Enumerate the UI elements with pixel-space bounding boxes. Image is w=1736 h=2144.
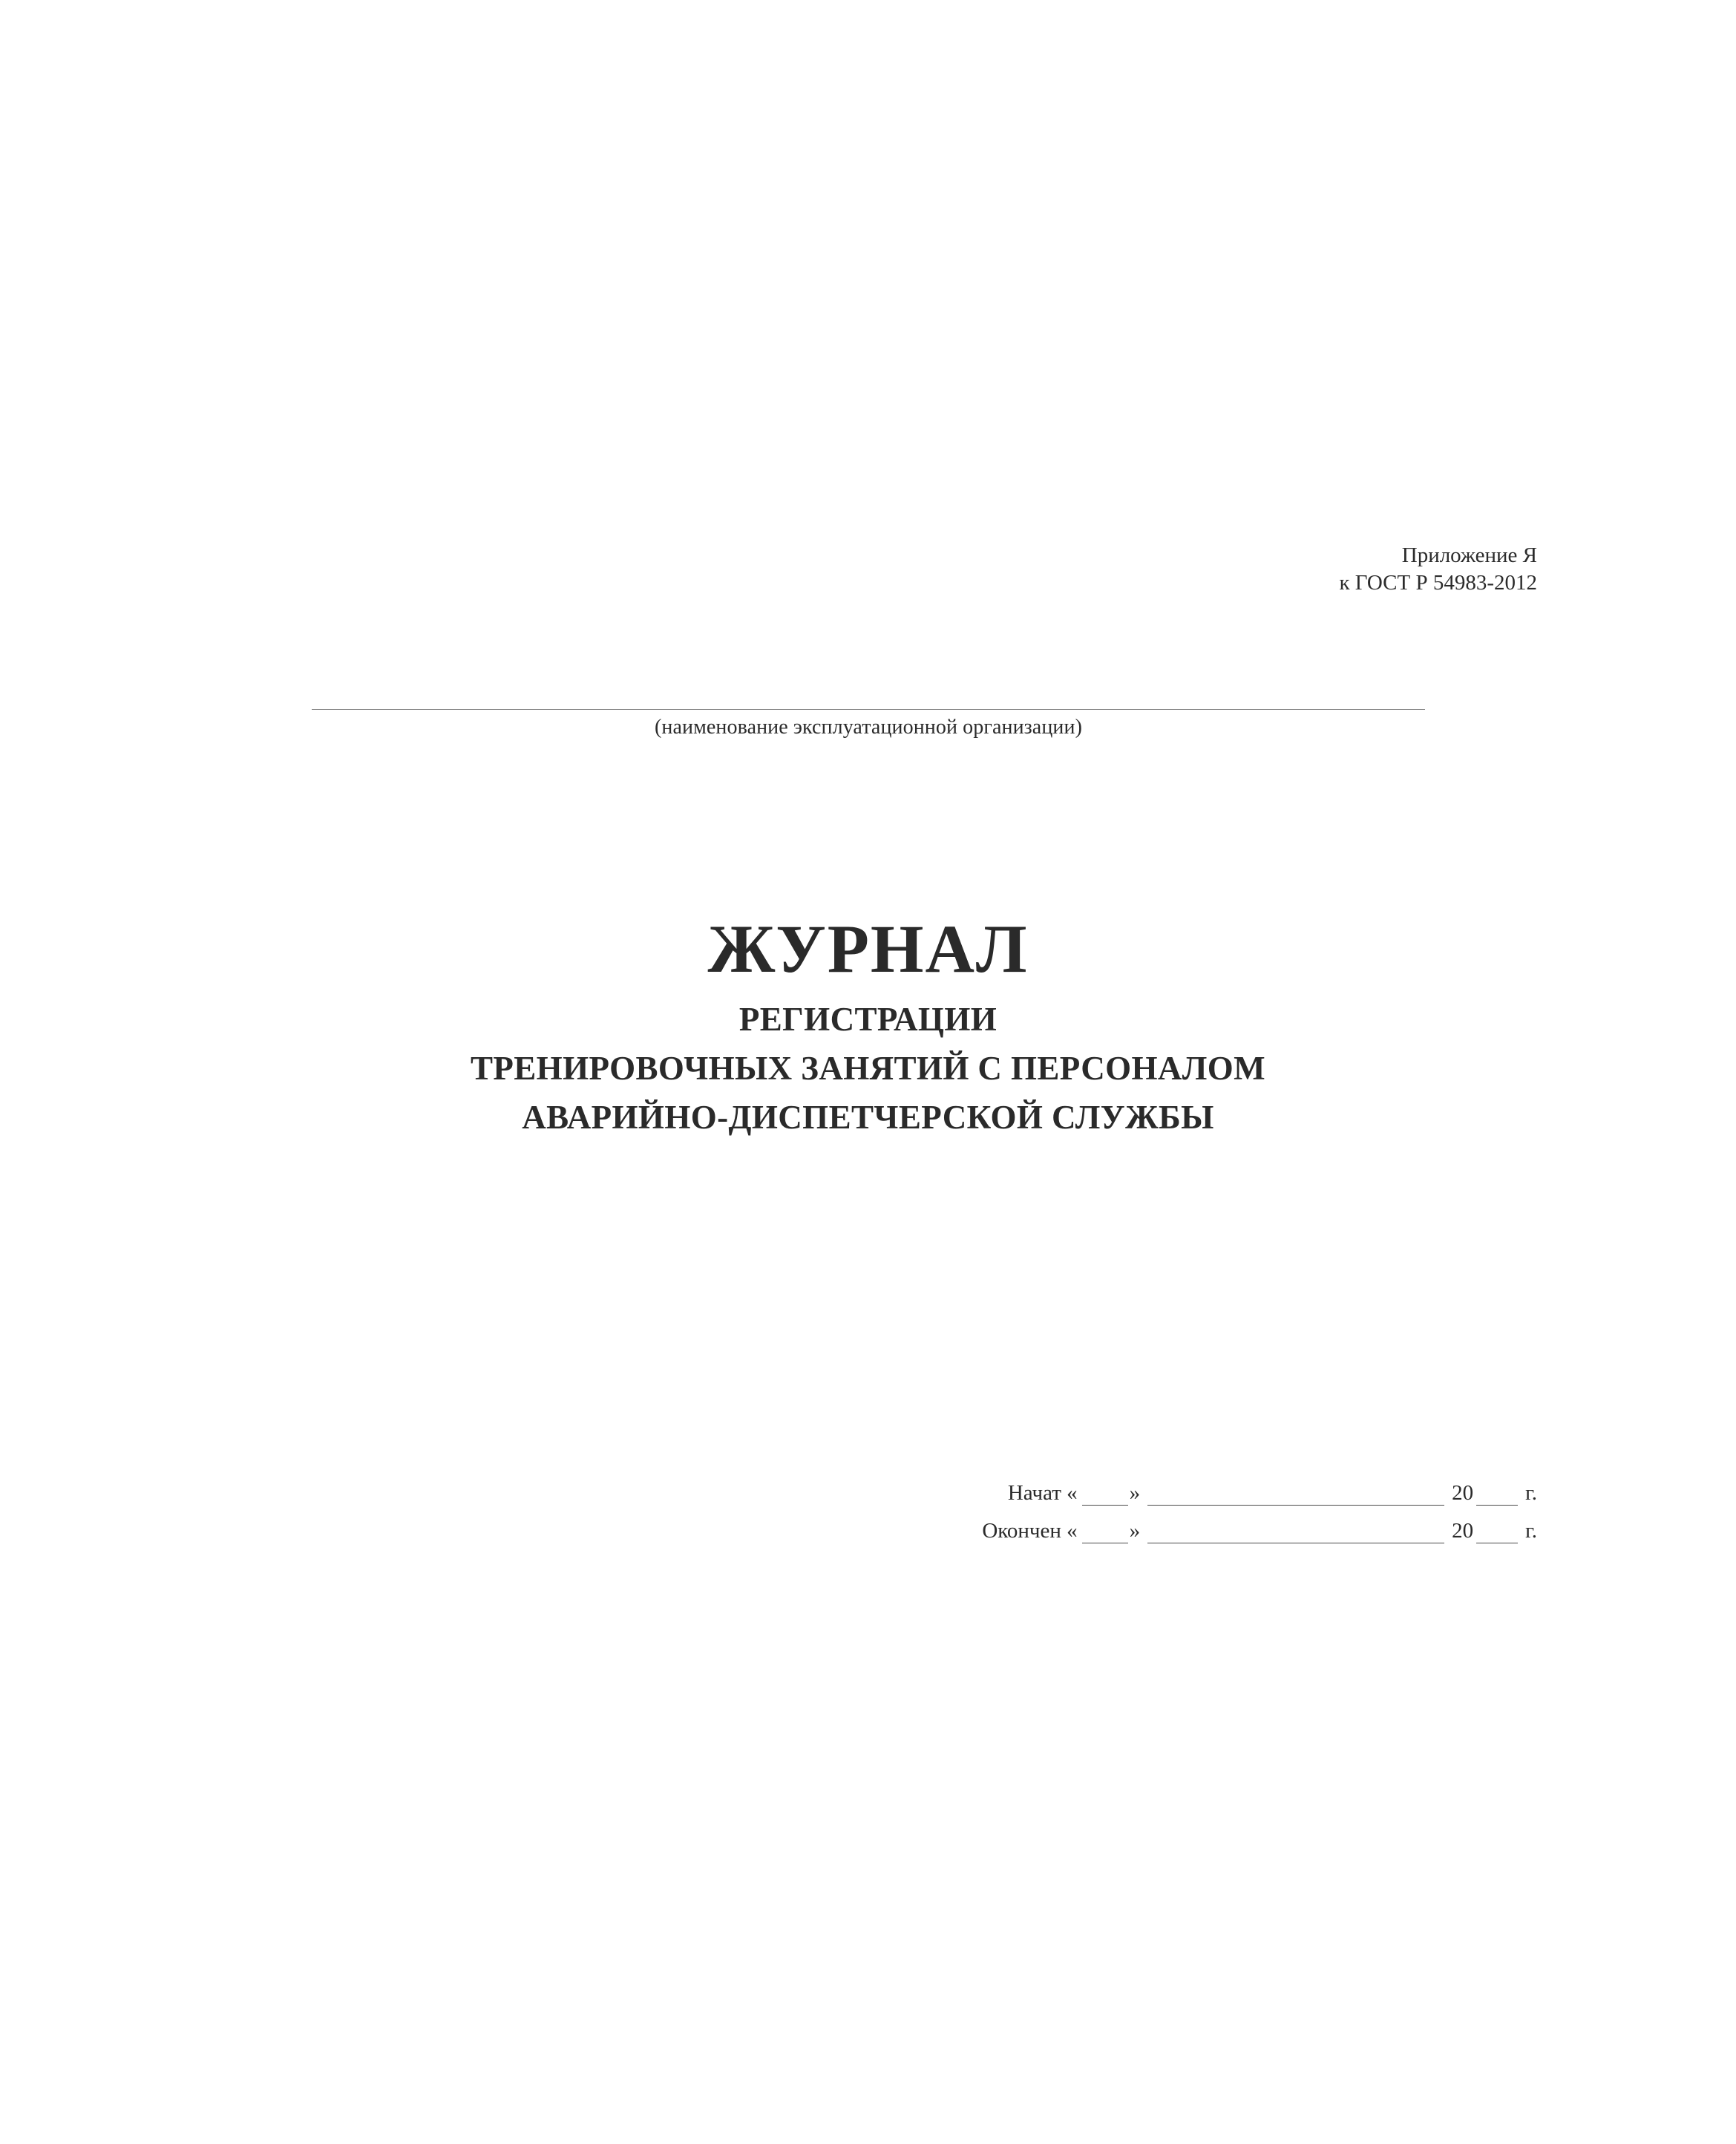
journal-dates-block [982,1481,1537,1557]
page-title: ЖУРНАЛ [707,911,1029,987]
end-year-prefix: 20 [1452,1519,1474,1543]
organization-name-rule [312,709,1425,710]
title-subtitle-3: АВАРИЙНО-ДИСПЕТЧЕРСКОЙ СЛУЖБЫ [522,1098,1214,1136]
appendix-standard: к ГОСТ Р 54983-2012 [1339,571,1537,595]
end-date-row [982,1519,1537,1543]
title-subtitle-2: ТРЕНИРОВОЧНЫХ ЗАНЯТИЙ С ПЕРСОНАЛОМ [470,1049,1266,1087]
start-quote-close: » [1129,1481,1141,1505]
start-month-field[interactable] [1147,1486,1444,1506]
start-date-label: Начат « [1007,1481,1078,1505]
start-day-field[interactable] [1082,1486,1128,1506]
end-quote-close: » [1129,1519,1141,1543]
end-month-field[interactable] [1147,1523,1444,1543]
organization-name-block [312,709,1425,739]
end-date-label: Окончен « [982,1519,1078,1543]
end-year-field[interactable] [1476,1523,1518,1543]
start-year-prefix: 20 [1452,1481,1474,1505]
end-year-suffix: г. [1525,1519,1537,1543]
end-day-field[interactable] [1082,1523,1128,1543]
document-title-block [0,913,1736,1137]
appendix-reference [1339,542,1537,597]
title-subtitle-1: РЕГИСТРАЦИИ [738,1000,998,1038]
organization-name-caption: (наименование эксплуатационной организации) [654,716,1083,739]
start-year-field[interactable] [1476,1486,1518,1506]
start-year-suffix: г. [1525,1481,1537,1505]
start-date-row [982,1481,1537,1506]
appendix-number: Приложение Я [1401,543,1537,567]
